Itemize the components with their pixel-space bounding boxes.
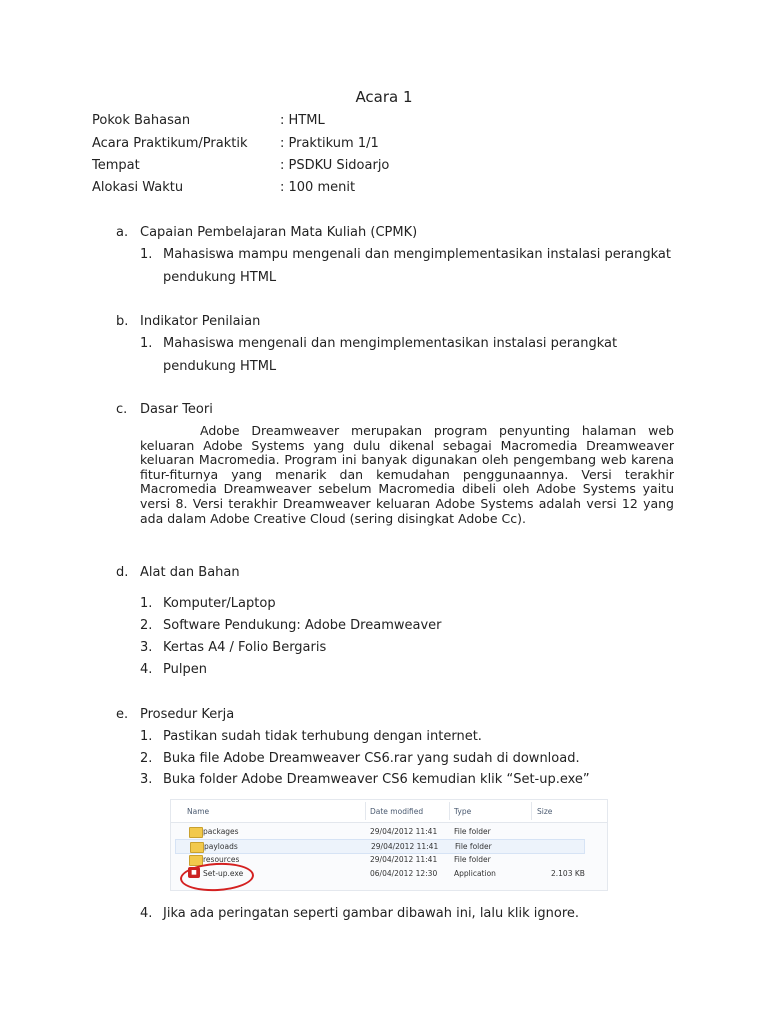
file-type: File folder — [454, 855, 491, 864]
step-number: 4. — [140, 906, 153, 921]
file-row[interactable] — [175, 825, 585, 838]
folder-icon — [190, 842, 204, 853]
file-name: Set-up.exe — [203, 869, 244, 878]
tool-item: Software Pendukung: Adobe Dreamweaver — [163, 618, 442, 633]
step-text: Buka file Adobe Dreamweaver CS6.rar yang sudah di download. — [163, 751, 580, 766]
meta-label-time: Alokasi Waktu — [92, 180, 184, 195]
column-divider — [449, 802, 450, 820]
file-name: packages — [203, 827, 239, 836]
section-a-title: Capaian Pembelajaran Mata Kuliah (CPMK) — [140, 225, 418, 240]
section-a-label: a. — [116, 225, 129, 240]
file-size: 2.103 KB — [551, 869, 585, 878]
section-b-item-line2: pendukung HTML — [163, 359, 277, 374]
tool-item: Kertas A4 / Folio Bergaris — [163, 640, 327, 655]
step-text: Jika ada peringatan seperti gambar dibawah ini, lalu klik ignore. — [163, 906, 580, 921]
column-header-size: Size — [537, 807, 553, 816]
file-type: File folder — [454, 827, 491, 836]
step-text: Pastikan sudah tidak terhubung dengan internet. — [163, 729, 482, 744]
section-b-label: b. — [116, 314, 129, 329]
meta-label-place: Tempat — [92, 158, 140, 173]
meta-value-place: : PSDKU Sidoarjo — [280, 158, 390, 173]
step-number: 1. — [140, 729, 153, 744]
file-row[interactable] — [175, 839, 585, 854]
file-date: 06/04/2012 12:30 — [370, 869, 438, 878]
tool-item-number: 4. — [140, 662, 153, 677]
theory-paragraph — [140, 424, 674, 526]
file-date: 29/04/2012 11:41 — [371, 842, 439, 851]
tool-item-number: 1. — [140, 596, 153, 611]
column-divider — [365, 802, 366, 820]
meta-label-topic: Pokok Bahasan — [92, 113, 191, 128]
explorer-header — [171, 800, 607, 823]
section-a-item-line2: pendukung HTML — [163, 270, 277, 285]
step-number: 3. — [140, 772, 153, 787]
file-date: 29/04/2012 11:41 — [370, 855, 438, 864]
file-date: 29/04/2012 11:41 — [370, 827, 438, 836]
theory-paragraph-text: Adobe Dreamweaver merupakan program penyunting halaman web keluaran Adobe Systems yang dulu dikenal sebagai Macromedia Dreamweaver keluaran Macromedia. Program ini banyak digunakan oleh pengembang web karena fitur-fiturnya yang menarik dan kemudahan penggunaannya. Versi terakhir Macromedia Dreamweaver sebelum Macromedia dibeli oleh Adobe Systems yaitu versi 8. Versi terakhir Dreamweaver keluaran Adobe Systems adalah versi 12 yang ada dalam Adobe Creative Cloud (sering disingkat Adobe Cc). — [140, 423, 674, 526]
section-c-title: Dasar Teori — [140, 402, 213, 417]
application-icon: ■ — [188, 867, 200, 878]
section-b-title: Indikator Penilaian — [140, 314, 261, 329]
step-text: Buka folder Adobe Dreamweaver CS6 kemudian klik “Set-up.exe” — [163, 772, 590, 787]
page-title: Acara 1 — [355, 88, 413, 106]
tool-item: Komputer/Laptop — [163, 596, 276, 611]
folder-icon — [189, 827, 203, 838]
section-a-item-number: 1. — [140, 247, 153, 262]
tool-item-number: 3. — [140, 640, 153, 655]
file-name: resources — [203, 855, 240, 864]
tool-item-number: 2. — [140, 618, 153, 633]
column-divider — [531, 802, 532, 820]
section-e-title: Prosedur Kerja — [140, 707, 235, 722]
meta-value-practicum: : Praktikum 1/1 — [280, 136, 379, 151]
meta-value-time: : 100 menit — [280, 180, 356, 195]
meta-label-practicum: Acara Praktikum/Praktik — [92, 136, 248, 151]
section-d-label: d. — [116, 565, 129, 580]
file-type: Application — [454, 869, 496, 878]
meta-value-topic: : HTML — [280, 113, 325, 128]
section-b-item-number: 1. — [140, 336, 153, 351]
column-header-type: Type — [454, 807, 472, 816]
section-a-item-line1: Mahasiswa mampu mengenali dan mengimplementasikan instalasi perangkat — [163, 247, 671, 262]
column-header-date: Date modified — [370, 807, 424, 816]
file-name: payloads — [204, 842, 238, 851]
step-number: 2. — [140, 751, 153, 766]
section-b-item-line1: Mahasiswa mengenali dan mengimplementasikan instalasi perangkat — [163, 336, 618, 351]
file-type: File folder — [455, 842, 492, 851]
section-d-title: Alat dan Bahan — [140, 565, 240, 580]
section-e-label: e. — [116, 707, 129, 722]
tool-item: Pulpen — [163, 662, 207, 677]
section-c-label: c. — [116, 402, 128, 417]
column-header-name: Name — [187, 807, 210, 816]
